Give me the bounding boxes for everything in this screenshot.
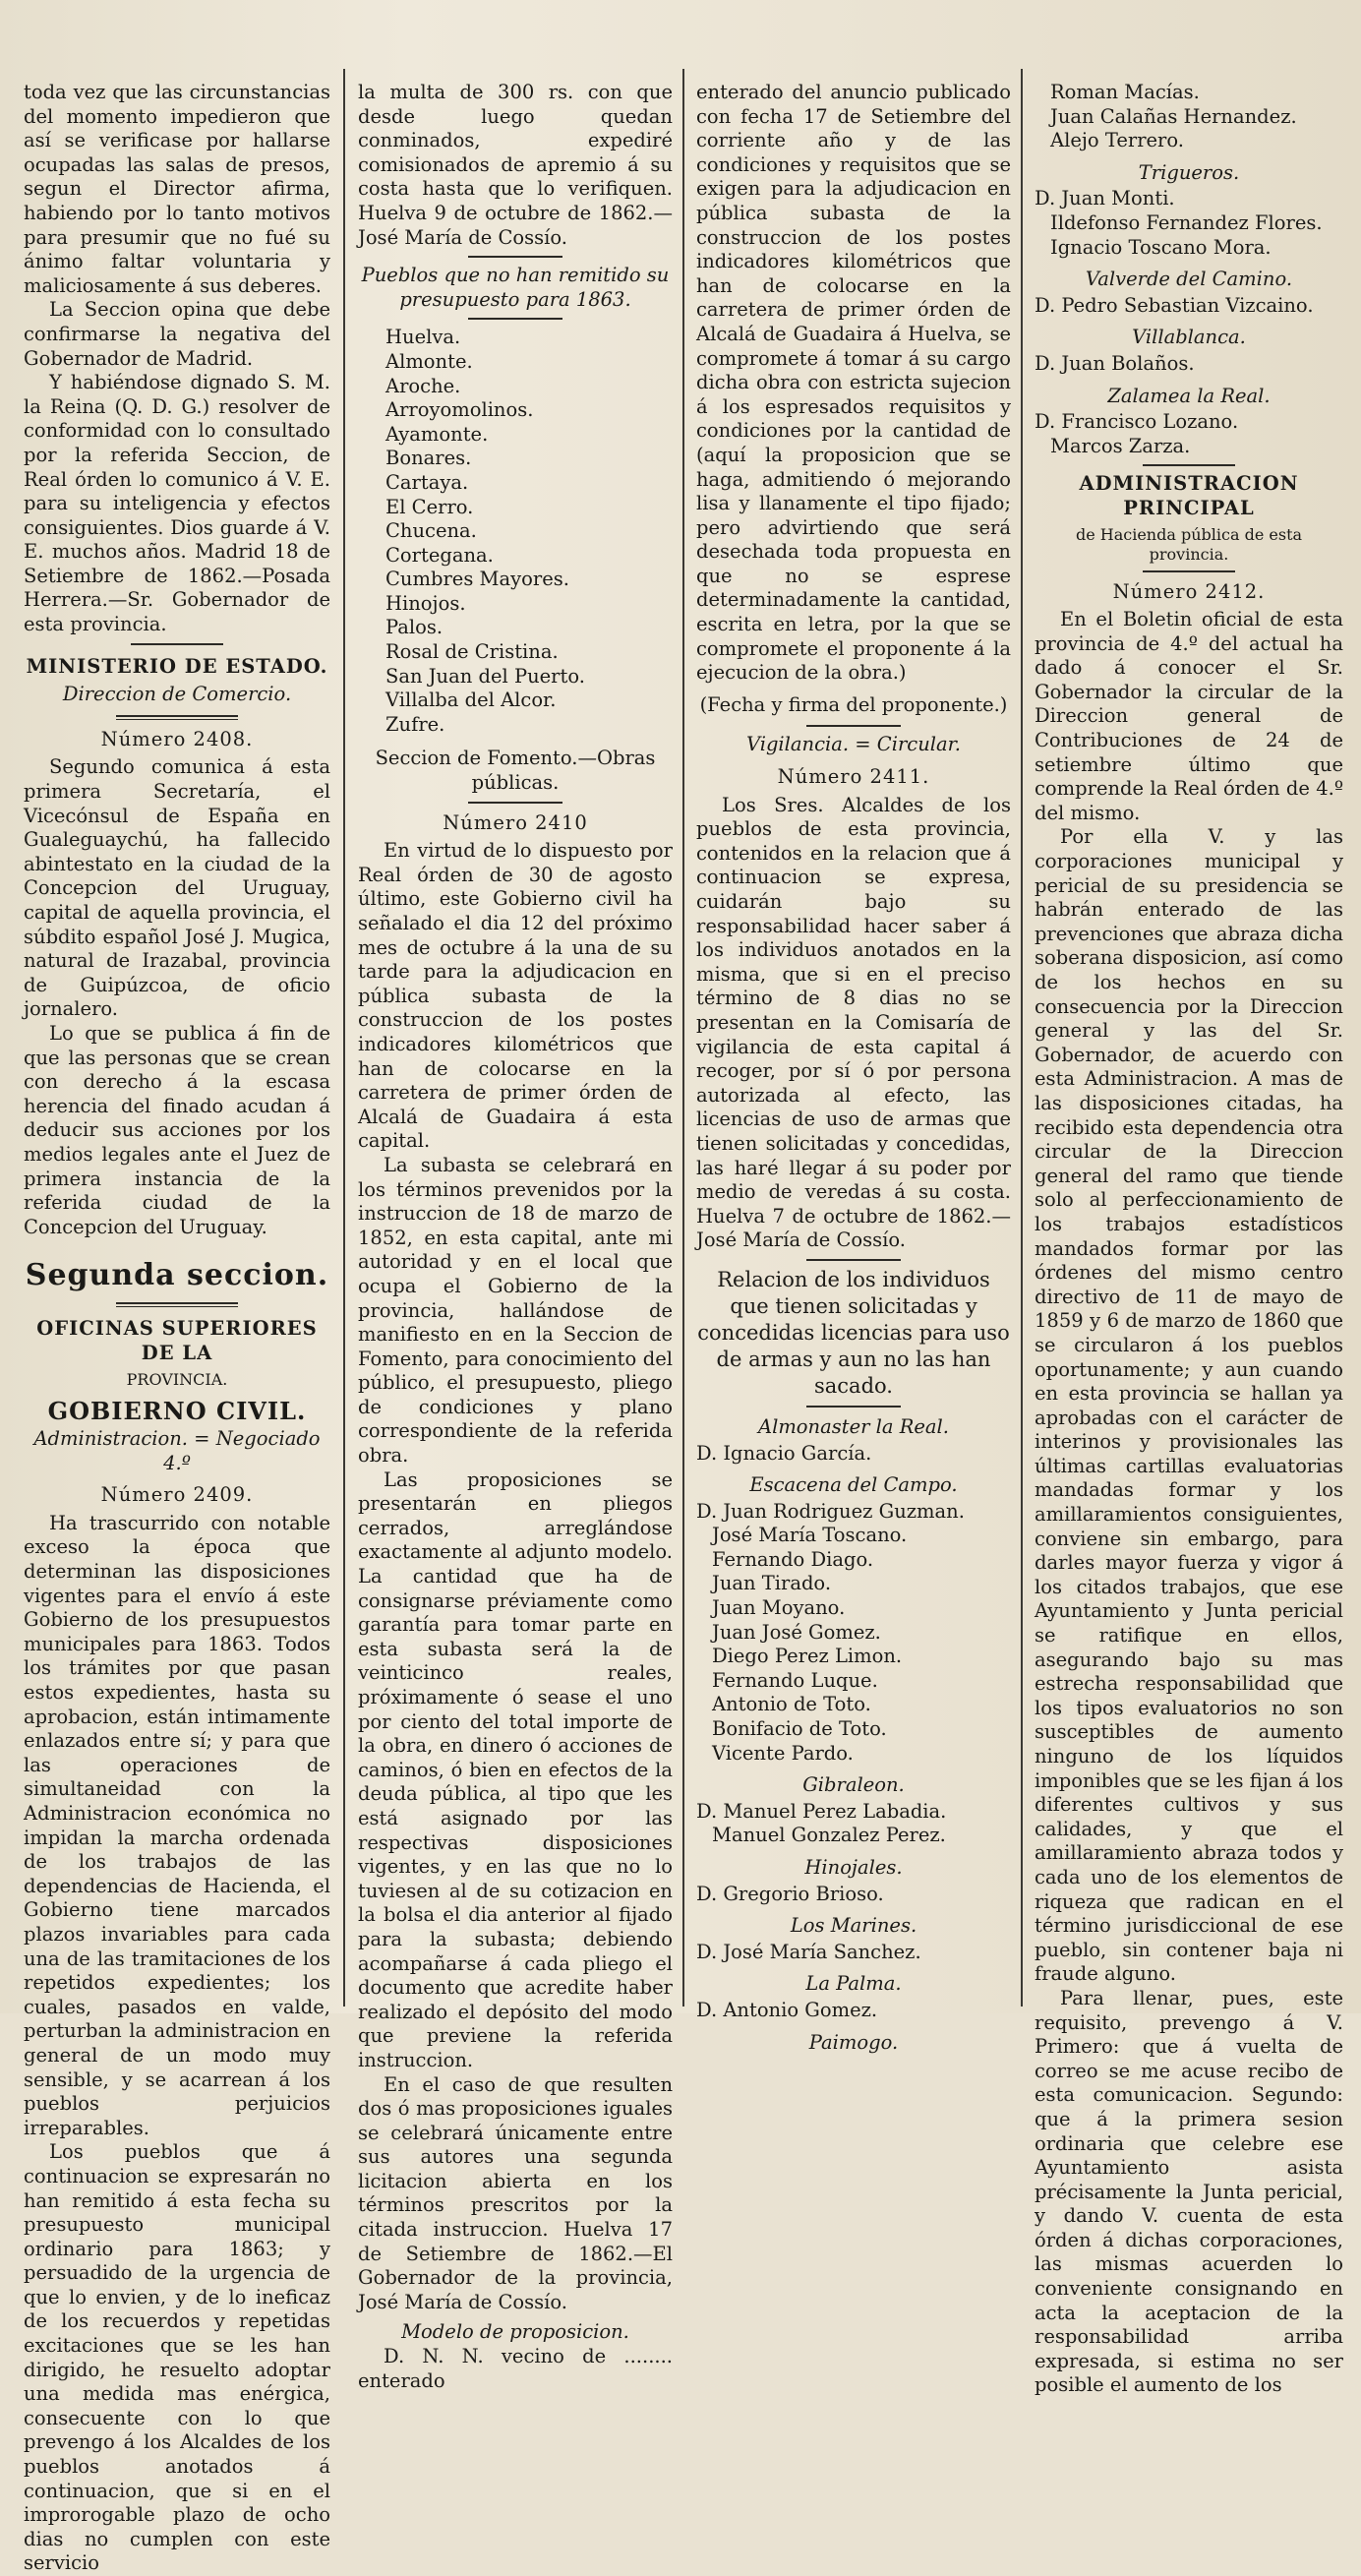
list-item: Almonte. bbox=[385, 349, 473, 373]
people-list bbox=[1035, 352, 1343, 377]
section-heading: Segunda seccion. bbox=[25, 1258, 329, 1293]
separator bbox=[806, 1259, 901, 1261]
people-list bbox=[696, 1941, 1011, 1965]
people-list bbox=[696, 1999, 1011, 2023]
paragraph: En el caso de que resulten dos ó mas proposiciones iguales se celebrará únicamente entre sus autores una segunda licitacion abierta en los términos prescritos por la citada instruccion. Huelva 17 de Setiembre de 1862.—El Gobernador de la provincia, José María de Cossío. bbox=[358, 2072, 673, 2313]
list-item: Bonifacio de Toto. bbox=[712, 1717, 887, 1741]
separator bbox=[468, 802, 562, 804]
paragraph: Para llenar, pues, este requisito, prevengo á V. Primero: que á vuelta de correo se me acuse recibo de esta comunicacion. Segundo: que á la primera sesion ordinaria que celebre ese Ayuntamiento asista précisamente la Junta pericial, y dando V. cuenta de esta órden á dichas corporaciones, las mismas acuerden lo conveniente consignando en acta la aceptacion de la responsabilidad arriba expresada, si estima no ser posible el aumento de los bbox=[1035, 1986, 1343, 2397]
direction-heading: Direccion de Comercio. bbox=[62, 683, 292, 706]
list-item: Ayamonte. bbox=[385, 422, 489, 446]
list-item: D. Pedro Sebastian Vizcaino. bbox=[1035, 293, 1314, 317]
people-list bbox=[696, 1442, 1011, 1467]
people-list bbox=[696, 1500, 1011, 1767]
town-name: Valverde del Camino. bbox=[1085, 268, 1293, 291]
column-3 bbox=[696, 81, 1011, 2054]
list-item: Marcos Zarza. bbox=[1050, 434, 1191, 457]
people-list bbox=[1035, 410, 1343, 458]
paragraph: La Seccion opina que debe confirmarse la negativa del Gobernador de Madrid. bbox=[24, 298, 330, 370]
list-item: San Juan del Puerto. bbox=[385, 664, 585, 688]
separator bbox=[806, 1406, 901, 1408]
separator bbox=[468, 256, 562, 258]
list-item: José María Toscano. bbox=[712, 1524, 908, 1547]
town-name: Los Marines. bbox=[790, 1914, 917, 1938]
towns-list bbox=[358, 326, 673, 737]
section-heading: Seccion de Fomento.—Obras públicas. bbox=[375, 747, 656, 795]
list-item: Juan Calañas Hernandez. bbox=[1050, 104, 1297, 128]
people-list bbox=[1035, 294, 1343, 319]
paragraph: Los Sres. Alcaldes de los pueblos de esta provincia, contenidos en la relacion que á continuacion se expresa, cuidarán bajo su responsabilidad hacer saber á los individuos anotados en la misma, que si en el preciso término de 8 dias no se presentan en la Comisaría de vigilancia de esta capital á recoger, por sí ó por persona autorizada al efecto, las licencias de uso de armas que tienen solicitadas y concedidas, las haré llegar á su poder por medio de veredas á su costa. Huelva 7 de octubre de 1862.—José María de Cossío. bbox=[696, 793, 1011, 1252]
list-item: D. Francisco Lozano. bbox=[1035, 410, 1239, 434]
list-item: Fernando Luque. bbox=[712, 1668, 878, 1692]
paragraph: Los pueblos que á continuacion se expresarán no han remitido á esta fecha su presupuesto municipal ordinario para 1863; y persuadido de la urgencia de que lo envien, y de lo ineficaz de los recuerdos y repetidas excitaciones que se les han dirigido, he resuelto adoptar una medida mas enérgica, consecuente con lo que prevengo á los Alcaldes de los pueblos anotados á continuacion, que si en el improrogable plazo de ocho dias no cumplen con este servicio bbox=[24, 2140, 330, 2575]
list-item: Vicente Pardo. bbox=[712, 1741, 854, 1765]
list-item: Juan Moyano. bbox=[712, 1596, 846, 1620]
signature-line: (Fecha y firma del proponente.) bbox=[699, 692, 1008, 716]
paragraph: En virtud de lo dispuesto por Real órden de 30 de agosto último, este Gobierno civil ha señalado el dia 12 del próximo mes de octubre á la una de su tarde para la adjudicacion en pública subasta de la construccion de los postes indicadores kilométricos que han de colocarse en la carretera de primer órden de Alcalá de Guadaira á esta capital. bbox=[358, 839, 673, 1153]
offices-heading: OFICINAS SUPERIORES DE LA bbox=[36, 1317, 318, 1364]
list-item: Fernando Diago. bbox=[712, 1547, 874, 1571]
paragraph: Ha trascurrido con notable exceso la época que determinan las disposiciones vigentes para el envío á este Gobierno de los presupuestos municipales para 1863. Todos los trámites por que pasan estos expedientes, hasta su aprobacion, están intimamente enlazados entre sí; y para que las operaciones de simultaneidad con la Administracion económica no impidan la marcha ordenada de los trabajos de las dependencias de Hacienda, el Gobierno tiene marcados plazos invariables para cada una de las tramitaciones de los repetidos expedientes; los cuales, pasados en valde, perturban la administracion en general de un modo muy sensible, y se acarrean á los pueblos perjuicios irreparables. bbox=[24, 1511, 330, 2139]
separator bbox=[116, 715, 239, 720]
list-item: D. Juan Bolaños. bbox=[1035, 351, 1195, 375]
notice-number: Número 2412. bbox=[1112, 579, 1266, 603]
people-list bbox=[696, 1800, 1011, 1848]
ministry-heading: MINISTERIO DE ESTADO. bbox=[26, 654, 328, 678]
list-item: D. Ignacio García. bbox=[696, 1441, 872, 1465]
notice-number: Número 2411. bbox=[777, 765, 930, 789]
model-heading: Modelo de proposicion. bbox=[401, 2320, 629, 2344]
paragraph: la multa de 300 rs. con que desde luego quedan conminados, expediré comisionados de apremio á su costa hasta que lo verifiquen. Huelva 9 de octubre de 1862.—José María de Cossío. bbox=[358, 81, 673, 249]
treasury-subheading: de Hacienda pública de esta provincia. bbox=[1075, 524, 1303, 564]
paragraph: Por ella V. y las corporaciones municipal y pericial de su presidencia se habrán enterado de las prevenciones que abraza dicha soberana disposicion, así como de los hechos en su consecuencia por la Direccion general y las del Sr. Gobernador, de acuerdo con esta Administracion. A mas de las disposiciones citadas, ha recibido esta dependencia otra circular de la Direccion general del ramo que tiende solo al perfeccionamiento de los trabajos estadísticos mandados formar por las órdenes del mismo centro directivo de 11 de mayo de 1859 y 6 de marzo de 1860 que se circularon á los pueblos oportunamente; y aun cuando en esta provincia se hallan ya aprobadas con el carácter de interinos y provisionales las últimas cartillas evaluatorias mandadas formar y los amillaramientos consiguientes, conviene sin embargo, para darles mayor fuerza y vigor á los citados trabajos, que ese Ayuntamiento y Junta pericial se ratifique en ellos, asegurando bajo su mas estrecha responsabilidad que los tipos evaluatorios no son susceptibles de aumento ninguno de los líquidos imponibles que se les fijan á los diferentes cultivos y sus calidades, y que el amillaramiento abraza todos y cada uno de los elementos de riqueza que radican en el término jurisdiccional de ese pueblo, sin contener baja ni fraude alguno. bbox=[1035, 825, 1343, 1986]
list-item: D. José María Sanchez. bbox=[696, 1940, 921, 1963]
list-item: Hinojos. bbox=[385, 591, 466, 615]
column-1 bbox=[24, 81, 330, 2575]
paragraph: Las proposiciones se presentarán en pliegos cerrados, arreglándose exactamente al adjunto modelo. La cantidad que ha de consignarse préviamente como garantía para tomar parte en esta subasta será la de veinticinco reales, próximamente ó sease el uno por ciento del total importe de la obra, en dinero ó acciones de caminos, ó bien en efectos de la deuda pública, al tipo que les está asignado por las respectivas disposiciones vigentes, y en las que no lo tuviesen al de su cotizacion en la bolsa el dia anterior al fijado para la subasta; debiendo acompañarse á cada pliego el documento que acredite haber realizado el depósito del modo que previene la referida instruccion. bbox=[358, 1468, 673, 2071]
notice-number: Número 2409. bbox=[100, 1483, 254, 1507]
list-item: Huelva. bbox=[385, 326, 461, 349]
list-item: Manuel Gonzalez Perez. bbox=[712, 1824, 946, 1847]
list-item: Cortegana. bbox=[385, 543, 494, 567]
town-name: Villablanca. bbox=[1132, 326, 1246, 349]
list-item: Arroyomolinos. bbox=[385, 398, 534, 422]
list-item: D. Gregorio Brioso. bbox=[696, 1882, 884, 1905]
list-item: Villalba del Alcor. bbox=[385, 689, 557, 712]
separator bbox=[468, 318, 562, 320]
administration-heading: ADMINISTRACION PRINCIPAL bbox=[1079, 472, 1299, 519]
list-item: Palos. bbox=[385, 616, 444, 639]
town-name: Hinojales. bbox=[804, 1856, 903, 1879]
town-name: Paimogo. bbox=[808, 2030, 899, 2054]
paragraph: En el Boletin oficial de esta provincia de 4.º del actual ha dado á conocer el Sr. Gobernador la circular de la Direccion general de Contribuciones de 24 de setiembre último que comprende la Real órden de 4.º del mismo. bbox=[1035, 608, 1343, 824]
list-item: Alejo Terrero. bbox=[1050, 129, 1184, 152]
people-list bbox=[1035, 81, 1343, 153]
separator bbox=[116, 1302, 239, 1307]
government-heading: GOBIERNO CIVIL. bbox=[47, 1396, 307, 1425]
list-item: Roman Macías. bbox=[1050, 81, 1200, 103]
list-item: Juan Tirado. bbox=[712, 1572, 832, 1595]
column-rule bbox=[682, 69, 684, 2007]
paragraph: La subasta se celebrará en los términos prevenidos por la instruccion de 18 de marzo de 1852, en esta capital, ante mi autoridad y en el local que ocupa el Gobierno de la provincia, hallándose de manifiesto en en la Seccion de Fomento, para conocimiento del público, el presupuesto, pliego de condiciones y plano correspondiente de la referida obra. bbox=[358, 1153, 673, 1468]
list-item: Rosal de Cristina. bbox=[385, 640, 559, 664]
list-item: Chucena. bbox=[385, 519, 477, 543]
list-item: Ignacio Toscano Mora. bbox=[1050, 235, 1272, 259]
list-item: Zufre. bbox=[385, 712, 445, 736]
paragraph: enterado del anuncio publicado con fecha 17 de Setiembre del corriente año y de las condiciones y requisitos que se exigen para la adjudicacion en pública subasta de la construccion de los postes indicadores kilométricos que han de colocarse en la carretera de primer órden de Alcalá de Guadaira á Huelva, se compromete á tomar á su cargo dicha obra con estricta sujecion á los espresados requisitos y condiciones por la cantidad de (aquí la proposicion que se haga, admitiendo ó mejorando lisa y llanamente el tipo fijado; pero advirtiendo que será desechada toda propuesta en que no se esprese determinadamente la cantidad, escrita en letra, por la que se compromete el proponente á la ejecucion de la obra.) bbox=[696, 81, 1011, 685]
list-item: D. Juan Monti. bbox=[1035, 187, 1175, 210]
list-item: D. Manuel Perez Labadia. bbox=[696, 1799, 947, 1823]
notice-number: Número 2408. bbox=[100, 727, 254, 750]
separator bbox=[131, 643, 223, 645]
list-item: Cumbres Mayores. bbox=[385, 568, 569, 591]
people-list bbox=[1035, 187, 1343, 260]
relation-heading: Relacion de los individuos que tienen solicitadas y concedidas licencias para uso de armas y aun no las han sacado. bbox=[697, 1267, 1010, 1398]
province-heading: PROVINCIA. bbox=[126, 1369, 228, 1389]
column-rule bbox=[343, 69, 345, 2007]
paragraph: Y habiéndose dignado S. M. la Reina (Q. D. G.) resolver de conformidad con lo consultado por la referida Seccion, de Real órden lo comunico á V. E. para su inteligencia y efectos consiguientes. Dios guarde á V. E. muchos años. Madrid 18 de Setiembre de 1862.—Posada Herrera.—Sr. Gobernador de esta provincia. bbox=[24, 371, 330, 636]
list-item: Diego Perez Limon. bbox=[712, 1645, 903, 1668]
people-list bbox=[696, 1883, 1011, 1907]
list-item: Ildefonso Fernandez Flores. bbox=[1050, 210, 1323, 234]
column-4 bbox=[1035, 81, 1343, 2397]
town-name: La Palma. bbox=[805, 1972, 902, 1996]
town-name: Escacena del Campo. bbox=[749, 1473, 958, 1497]
paragraph: D. N. N. vecino de ........ enterado bbox=[358, 2345, 673, 2392]
town-name: Zalamea la Real. bbox=[1107, 384, 1271, 407]
list-item: Juan José Gomez. bbox=[712, 1620, 881, 1644]
list-item: Cartaya. bbox=[385, 470, 469, 494]
town-name: Trigueros. bbox=[1138, 160, 1240, 184]
vigilance-heading: Vigilancia. = Circular. bbox=[745, 733, 962, 756]
paragraph: Segundo comunica á esta primera Secretaría, el Vicecónsul de España en Gualeguaychú, ha fallecido abintestato en la ciudad de la Concepcion del Uruguay, capital de aquella provincia, el súbdito español José J. Mugica, natural de Irazabal, provincia de Guipúzcoa, de oficio jornalero. bbox=[24, 755, 330, 1021]
list-item: El Cerro. bbox=[385, 495, 474, 518]
paragraph: Lo que se publica á fin de que las personas que se crean con derecho á la escasa herencia del finado acudan á deducir sus acciones por los medios legales ante el Juez de primera instancia de la referida ciudad de la Concepcion del Uruguay. bbox=[24, 1021, 330, 1238]
town-name: Gibraleon. bbox=[802, 1773, 905, 1797]
administration-subheading: Administracion. = Negociado 4.º bbox=[33, 1427, 321, 1474]
paragraph: toda vez que las circunstancias del momento impedieron que así se verificase por hallarse ocupadas las salas de presos, segun el Director afirma, habiendo por lo tanto motivos para presumir que no fué su ánimo faltar voluntaria y maliciosamente á sus deberes. bbox=[24, 81, 330, 297]
separator bbox=[1143, 570, 1235, 572]
list-item: Aroche. bbox=[385, 374, 461, 397]
notice-number: Número 2410 bbox=[443, 810, 588, 834]
town-name: Almonaster la Real. bbox=[758, 1414, 949, 1438]
separator bbox=[806, 725, 901, 727]
separator bbox=[1143, 464, 1235, 466]
column-rule bbox=[1021, 69, 1023, 2007]
list-item: Antonio de Toto. bbox=[712, 1693, 871, 1716]
list-item: D. Antonio Gomez. bbox=[696, 1998, 878, 2021]
towns-heading: Pueblos que no han remitido su presupuesto para 1863. bbox=[361, 264, 670, 311]
list-item: D. Juan Rodriguez Guzman. bbox=[696, 1499, 965, 1523]
list-item: Bonares. bbox=[385, 447, 472, 470]
column-2 bbox=[358, 81, 673, 2392]
